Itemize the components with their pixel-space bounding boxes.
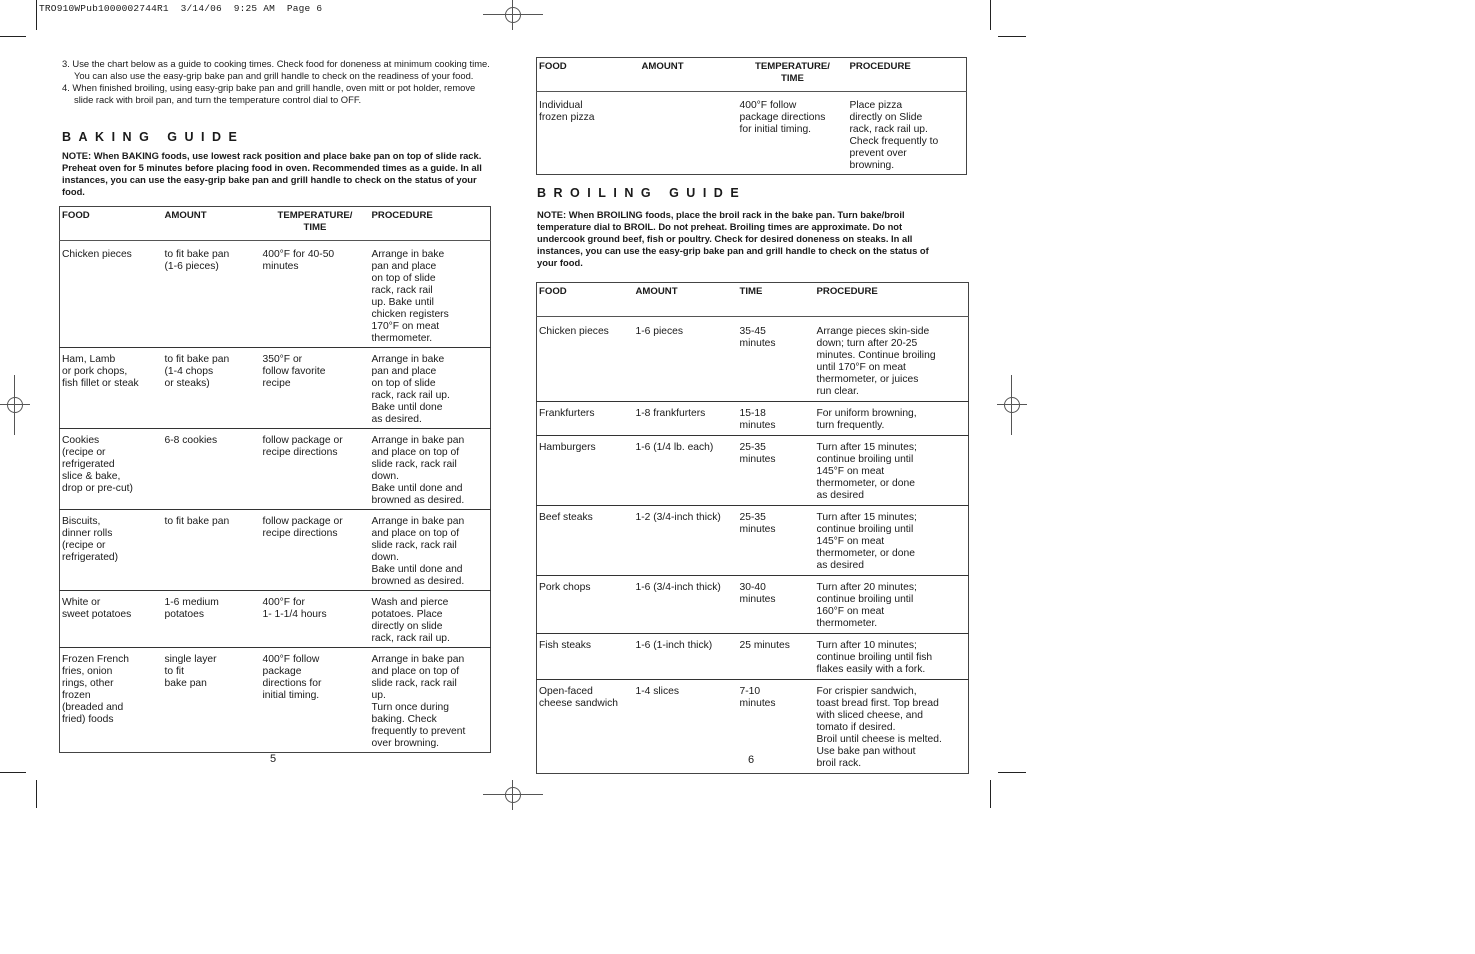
column-header: AMOUNT	[640, 58, 738, 92]
column-header: TEMPERATURE/ TIME	[261, 207, 370, 241]
column-header: TEMPERATURE/ TIME	[738, 58, 848, 92]
crop-mark	[0, 772, 26, 773]
table-cell: Turn after 15 minutes; continue broiling until 145°F on meat thermometer, or done as desired	[815, 436, 969, 506]
table-cell: follow package or recipe directions	[261, 429, 370, 510]
table-row	[537, 506, 969, 576]
table-header-row	[537, 283, 969, 317]
table-header-row	[537, 58, 967, 92]
table-cell: Frankfurters	[537, 402, 634, 436]
broiling-note: NOTE: When BROILING foods, place the broil rack in the bake pan. Turn bake/broil temperature dial to BROIL. Do not preheat. Broiling times are approximate. Do not undercook ground beef, fish or poultry. Check for desired doneness on steaks. In all instances, you can use the easy-grip bake pan and grill handle to check on the status of your food.	[537, 209, 929, 268]
table-cell: For crispier sandwich, toast bread first. Top bread with sliced cheese, and tomato if desired. Broil until cheese is melted. Use bake pan without broil rack.	[816, 686, 942, 769]
table-cell: Wash and pierce potatoes. Place directly on slide rack, rack rail up.	[370, 591, 491, 648]
table-cell: 400°F for 40-50 minutes	[261, 241, 370, 348]
column-header: PROCEDURE	[815, 283, 969, 317]
table-cell: 25-35 minutes	[738, 436, 815, 506]
table-row	[537, 576, 969, 634]
table-cell: Open-faced cheese sandwich	[539, 686, 618, 709]
table-row	[537, 634, 969, 680]
crop-mark	[36, 780, 37, 808]
column-header: AMOUNT	[163, 207, 261, 241]
crop-mark	[990, 780, 991, 808]
crop-mark	[36, 0, 37, 30]
table-cell: White or sweet potatoes	[60, 591, 163, 648]
table-cell: single layer to fit bake pan	[164, 654, 217, 689]
column-header: PROCEDURE	[370, 207, 491, 241]
table-cell: Frozen French fries, onion rings, other frozen (breaded and fried) foods	[62, 654, 129, 725]
crop-mark	[990, 0, 991, 30]
table-cell: Hamburgers	[537, 436, 634, 506]
column-header: PROCEDURE	[848, 58, 967, 92]
baking-note: NOTE: When BAKING foods, use lowest rack position and place bake pan on top of slide rack. Preheat oven for 5 minutes before placing food in oven. Recommended times as a guide. In all instances, you can use the easy-grip bake pan and grill handle to check on the status of your food.	[62, 150, 482, 197]
page-number: 5	[270, 753, 277, 765]
table-cell: 30-40 minutes	[738, 576, 815, 634]
registration-mark-icon	[997, 375, 1027, 435]
table-cell: 1-6 (1-inch thick)	[634, 634, 738, 680]
baking-guide-table	[59, 206, 491, 753]
table-cell: to fit bake pan (1-6 pieces)	[163, 241, 261, 348]
table-cell: Arrange pieces skin-side down; turn after 20-25 minutes. Continue broiling until 170°F on meat thermometer, or juices run clear.	[815, 317, 969, 402]
registration-mark-icon	[0, 375, 30, 435]
table-cell: 1-6 (1/4 lb. each)	[634, 436, 738, 506]
table-cell: 1-4 slices	[635, 686, 679, 697]
table-cell: Cookies (recipe or refrigerated slice & bake, drop or pre-cut)	[60, 429, 163, 510]
table-cell: Arrange in bake pan and place on top of slide rack, rack rail down. Bake until done and browned as desired.	[370, 510, 491, 591]
table-cell: 400°F for 1- 1-1/4 hours	[261, 591, 370, 648]
registration-mark-icon	[483, 0, 543, 30]
table-cell: Biscuits, dinner rolls (recipe or refrigerated)	[60, 510, 163, 591]
table-cell: Arrange in bake pan and place on top of slide rack, rack rail down. Bake until done and browned as desired.	[370, 429, 491, 510]
broiling-guide-table	[536, 282, 969, 774]
table-cell: 1-6 medium potatoes	[163, 591, 261, 648]
table-cell: 6-8 cookies	[163, 429, 261, 510]
table-cell: Arrange in bake pan and place on top of slide rack, rack rail up. Turn once during baking. Check frequently to prevent over browning.	[371, 654, 466, 749]
table-row	[537, 402, 969, 436]
table-row	[60, 429, 491, 510]
table-cell: 400°F follow package directions for initial timing.	[262, 654, 322, 701]
table-cell: Pork chops	[537, 576, 634, 634]
table-cell: Ham, Lamb or pork chops, fish fillet or steak	[60, 348, 163, 429]
table-row	[537, 436, 969, 506]
table-cell: 350°F or follow favorite recipe	[261, 348, 370, 429]
page-number: 6	[748, 754, 755, 766]
table-row	[537, 92, 967, 175]
broiling-guide-heading: BROILING GUIDE	[537, 186, 747, 200]
table-cell: 1-6 pieces	[634, 317, 738, 402]
table-cell: For uniform browning, turn frequently.	[815, 402, 969, 436]
table-cell: 15-18 minutes	[738, 402, 815, 436]
table-row	[60, 591, 491, 648]
table-cell: Chicken pieces	[60, 241, 163, 348]
table-cell: 35-45 minutes	[738, 317, 815, 402]
table-cell: Turn after 10 minutes; continue broiling until fish flakes easily with a fork.	[815, 634, 969, 680]
table-row	[60, 648, 491, 753]
column-header: TIME	[738, 283, 815, 317]
table-cell: follow package or recipe directions	[261, 510, 370, 591]
table-cell: 400°F follow package directions for initial timing.	[739, 100, 826, 135]
table-cell	[640, 92, 738, 175]
column-header: FOOD	[537, 283, 634, 317]
table-cell: 1-8 frankfurters	[634, 402, 738, 436]
table-cell: to fit bake pan	[163, 510, 261, 591]
column-header: FOOD	[60, 207, 163, 241]
table-cell: 1-6 (3/4-inch thick)	[634, 576, 738, 634]
registration-mark-icon	[483, 780, 543, 810]
table-row	[60, 510, 491, 591]
table-cell: Individual frozen pizza	[539, 100, 595, 123]
table-cell: Arrange in bake pan and place on top of slide rack, rack rail up. Bake until chicken registers 170°F on meat thermometer.	[370, 241, 491, 348]
column-header: FOOD	[537, 58, 640, 92]
table-cell: Chicken pieces	[537, 317, 634, 402]
table-cell: 25-35 minutes	[738, 506, 815, 576]
table-cell: Arrange in bake pan and place on top of slide rack, rack rail up. Bake until done as desired.	[370, 348, 491, 429]
instructions	[62, 58, 494, 106]
column-header: AMOUNT	[634, 283, 738, 317]
table-cell: Turn after 20 minutes; continue broiling until 160°F on meat thermometer.	[815, 576, 969, 634]
table-row	[60, 241, 491, 348]
table-cell: to fit bake pan (1-4 chops or steaks)	[163, 348, 261, 429]
table-cell: Turn after 15 minutes; continue broiling until 145°F on meat thermometer, or done as desired	[815, 506, 969, 576]
table-cell: 1-2 (3/4-inch thick)	[634, 506, 738, 576]
baking-guide-heading: BAKING GUIDE	[62, 130, 245, 144]
crop-mark	[998, 772, 1026, 773]
instruction-step-4: 4. When finished broiling, using easy-grip bake pan and grill handle, oven mitt or pot holder, remove slide rack with broil pan, and turn the temperature control dial to OFF.	[62, 82, 476, 105]
instruction-step-3: 3. Use the chart below as a guide to cooking times. Check food for doneness at minimum cooking time. You can also use the easy-grip bake pan and grill handle to check on the readiness of your food.	[62, 58, 490, 81]
crop-mark	[0, 36, 26, 37]
table-cell: 25 minutes	[738, 634, 815, 680]
crop-mark	[998, 36, 1026, 37]
table-header-row	[60, 207, 491, 241]
table-cell: Place pizza directly on Slide rack, rack rail up. Check frequently to prevent over browning.	[849, 100, 939, 171]
pizza-table	[536, 57, 967, 175]
table-row	[60, 348, 491, 429]
table-cell: 7-10 minutes	[739, 686, 776, 709]
table-cell: Fish steaks	[537, 634, 634, 680]
table-cell: Beef steaks	[537, 506, 634, 576]
table-row	[537, 317, 969, 402]
printer-slug: TRO910WPub1000002744R1 3/14/06 9:25 AM Page 6	[39, 3, 323, 14]
